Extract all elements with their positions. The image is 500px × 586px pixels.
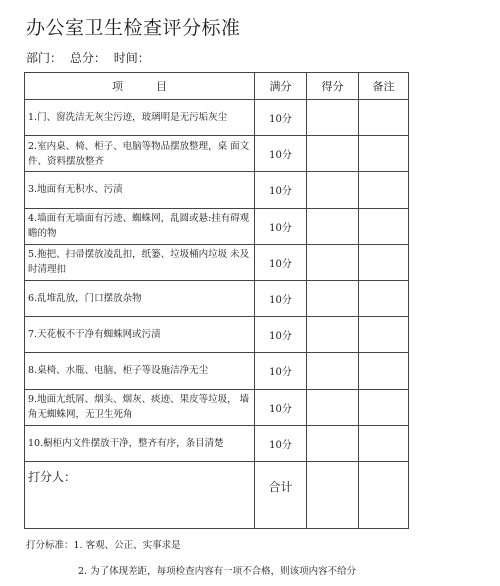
row-item: 3.地面有无积水、污渍 bbox=[25, 172, 255, 208]
table-footer-row bbox=[25, 461, 409, 528]
row-item: 9.地面尢纸屑、烟头、烟灰、痰迹、果皮等垃圾， 墙角无蜘蛛网，无卫生死角 bbox=[25, 389, 255, 425]
table-row bbox=[25, 208, 409, 244]
total-label: 合计 bbox=[268, 479, 293, 494]
scoring-note-1: 打分标准：1. 客观、公正、实事求是 bbox=[26, 540, 181, 551]
row-score-cell[interactable] bbox=[307, 280, 359, 316]
row-remark-cell[interactable] bbox=[359, 353, 409, 389]
row-item: 4.墙面有无墙面有污迹、蜘蛛网，乱圆或悬:挂有碍观瞻的物 bbox=[25, 208, 255, 244]
row-full-score: 10分 bbox=[255, 353, 307, 389]
row-remark-cell[interactable] bbox=[359, 136, 409, 172]
header-remark: 备注 bbox=[359, 73, 409, 100]
row-full-score: 10分 bbox=[255, 389, 307, 425]
row-remark-cell[interactable] bbox=[359, 244, 409, 280]
row-remark-cell[interactable] bbox=[359, 100, 409, 136]
score-table bbox=[24, 72, 409, 529]
row-remark-cell[interactable] bbox=[359, 172, 409, 208]
total-remark-cell[interactable] bbox=[359, 461, 409, 528]
table-row bbox=[25, 353, 409, 389]
total-cell bbox=[255, 461, 307, 528]
row-full-score: 10分 bbox=[255, 136, 307, 172]
row-remark-cell[interactable] bbox=[359, 280, 409, 316]
row-item: 1.门、窗洗洁无灰尘污迹，玻璃明是无污垢灰尘 bbox=[25, 100, 255, 136]
row-score-cell[interactable] bbox=[307, 136, 359, 172]
total-label: 总分： bbox=[69, 51, 106, 65]
row-score-cell[interactable] bbox=[307, 244, 359, 280]
table-row bbox=[25, 280, 409, 316]
table-row bbox=[25, 244, 409, 280]
table-row bbox=[25, 172, 409, 208]
row-item: 8.桌椅、水瓶、电脑、柜子等设施洁净无尘 bbox=[25, 353, 255, 389]
department-label: 部门： bbox=[26, 51, 63, 65]
row-full-score: 10分 bbox=[255, 317, 307, 353]
header-full-score: 满分 bbox=[255, 73, 307, 100]
header-item: 项 目 bbox=[25, 73, 255, 100]
row-remark-cell[interactable] bbox=[359, 208, 409, 244]
table-row bbox=[25, 389, 409, 425]
row-item: 6.乱堆乱放，门口摆放杂物 bbox=[25, 280, 255, 316]
time-label: 时间： bbox=[113, 51, 150, 65]
row-full-score: 10分 bbox=[255, 208, 307, 244]
row-score-cell[interactable] bbox=[307, 317, 359, 353]
rater-label: 打分人： bbox=[28, 469, 77, 484]
row-full-score: 10分 bbox=[255, 280, 307, 316]
row-score-cell[interactable] bbox=[307, 172, 359, 208]
row-item: 5.拖把、扫帚摆放凌乱扣，纸篓、垃圾桶内垃圾 未及时清理扣 bbox=[25, 244, 255, 280]
row-remark-cell[interactable] bbox=[359, 389, 409, 425]
row-score-cell[interactable] bbox=[307, 100, 359, 136]
row-remark-cell[interactable] bbox=[359, 425, 409, 461]
rater-cell[interactable] bbox=[25, 461, 255, 528]
table-row bbox=[25, 100, 409, 136]
page-title: 办公室卫生检查评分标准 bbox=[26, 17, 241, 39]
row-remark-cell[interactable] bbox=[359, 317, 409, 353]
row-item: 7.天花板不干净有蜘蛛网或污渍 bbox=[25, 317, 255, 353]
row-full-score: 10分 bbox=[255, 425, 307, 461]
row-full-score: 10分 bbox=[255, 100, 307, 136]
row-full-score: 10分 bbox=[255, 172, 307, 208]
scoring-note-2: 2. 为了体现差距，每项检查内容有一项不合格，则该项内容不给分 bbox=[78, 566, 357, 577]
row-score-cell[interactable] bbox=[307, 389, 359, 425]
table-row bbox=[25, 136, 409, 172]
meta-line bbox=[26, 49, 154, 66]
row-score-cell[interactable] bbox=[307, 425, 359, 461]
table-row bbox=[25, 317, 409, 353]
row-score-cell[interactable] bbox=[307, 353, 359, 389]
row-full-score: 10分 bbox=[255, 244, 307, 280]
header-score: 得分 bbox=[307, 73, 359, 100]
table-row bbox=[25, 425, 409, 461]
table-header-row bbox=[25, 73, 409, 100]
row-score-cell[interactable] bbox=[307, 208, 359, 244]
row-item: 2.室内桌、椅、柜子、电脑等物品摆放整理，桌 面文件、资料摆放整齐 bbox=[25, 136, 255, 172]
row-item: 10.橱柜内文件摆放干净，整齐有序，条目清楚 bbox=[25, 425, 255, 461]
total-score-cell[interactable] bbox=[307, 461, 359, 528]
